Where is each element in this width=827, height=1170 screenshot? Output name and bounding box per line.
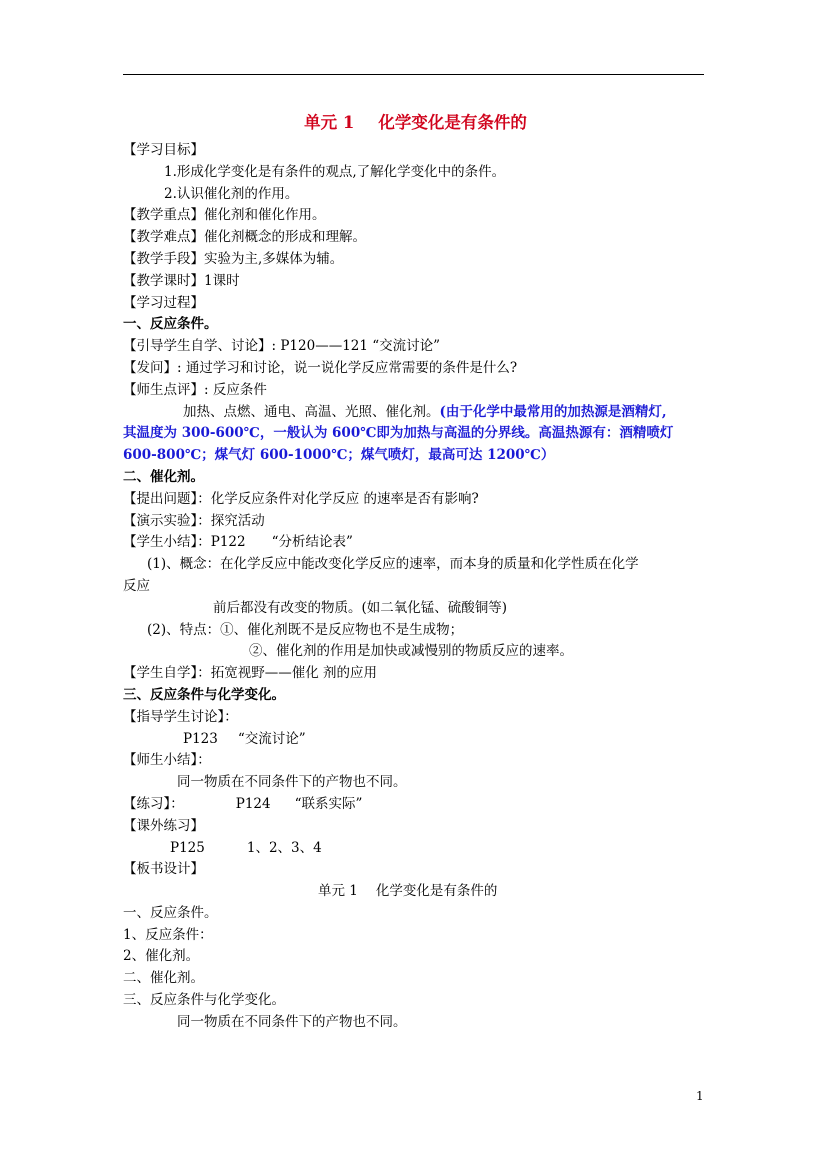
board-title: 单元 1 化学变化是有条件的 <box>318 883 498 900</box>
text-line: ②、催化剂的作用是加快或减慢别的物质反应的速率。 <box>249 643 573 660</box>
goal-item: 1.形成化学变化是有条件的观点,了解化学变化中的条件。 <box>164 163 506 180</box>
text-line: 【演示实验】：探究活动 <box>123 512 265 529</box>
header-rule <box>123 74 704 75</box>
text-line: 加热、点燃、通电、高温、光照、催化剂。(由于化学中最常用的加热源是酒精灯, <box>183 403 667 420</box>
text-line: 【教学手段】实验为主,多媒体为辅。 <box>123 250 344 267</box>
section-heading: 一、反应条件。 <box>123 316 218 333</box>
page-number: 1 <box>696 1089 704 1103</box>
board-line: 三、反应条件与化学变化。 <box>123 992 285 1009</box>
text-line: 【教学课时】1课时 <box>123 272 240 289</box>
board-line: 一、反应条件。 <box>123 904 218 921</box>
section-label: 【学习过程】 <box>123 294 204 311</box>
section-heading: 三、反应条件与化学变化。 <box>123 686 285 703</box>
text-line: 【发问】: 通过学习和讨论，说一说化学反应常需要的条件是什么? <box>123 359 518 376</box>
board-line: 2、催化剂。 <box>123 948 200 965</box>
highlight-note: 其温度为 300-600℃，一般认为 600℃即为加热与高温的分界线。高温热源有：酒精喷灯 <box>123 425 674 442</box>
text-line: P125 1、2、3、4 <box>170 839 322 856</box>
text-line: 【学生自学】：拓宽视野——催化 剂的应用 <box>123 665 378 682</box>
board-line: 1、反应条件： <box>123 926 213 943</box>
text-line: 【学生小结】：P122 “分析结论表” <box>123 534 353 551</box>
text-line: (2)、特点：①、催化剂既不是反应物也不是生成物； <box>147 621 464 638</box>
section-label: 【学习目标】 <box>123 142 204 158</box>
text-line: 反应 <box>123 577 150 594</box>
section-label: 【课外练习】 <box>123 817 204 834</box>
text-line: 【师生点评】: 反应条件 <box>123 381 267 398</box>
text-line: 【指导学生讨论】： <box>123 708 238 725</box>
text-line: 【教学难点】催化剂概念的形成和理解。 <box>123 229 366 246</box>
goal-item: 2.认识催化剂的作用。 <box>164 185 299 202</box>
page-title <box>123 106 708 140</box>
text-line: 前后都没有改变的物质。(如二氧化锰、硫酸铜等) <box>213 599 508 616</box>
section-heading: 二、催化剂。 <box>123 468 204 485</box>
text-line: 【师生小结】： <box>123 752 211 769</box>
text-line: (1)、概念：在化学反应中能改变化学反应的速率，而本身的质量和化学性质在化学 <box>147 556 639 573</box>
text-line: 【练习】： P124 “联系实际” <box>123 795 363 812</box>
board-line: 同一物质在不同条件下的产物也不同。 <box>177 1013 407 1030</box>
text-line: 【引导学生自学、讨论】: P120——121 “交流讨论” <box>123 338 441 355</box>
text-line: 同一物质在不同条件下的产物也不同。 <box>177 774 407 791</box>
highlight-note: 600-800℃；煤气灯 600-1000℃；煤气喷灯，最高可达 1200℃） <box>123 447 555 464</box>
text-line: P123 “交流讨论” <box>183 730 306 747</box>
highlight-note: (由于化学中最常用的加热源是酒精灯, <box>439 403 667 420</box>
title-unit: 单元 1 <box>304 113 355 132</box>
section-label: 【板书设计】 <box>123 861 204 878</box>
document-body <box>123 106 708 1034</box>
text-line: 【教学重点】催化剂和催化作用。 <box>123 207 326 224</box>
text-line: 【提出问题】：化学反应条件对化学反应 的速率是否有影响? <box>123 490 479 507</box>
board-line: 二、催化剂。 <box>123 970 204 987</box>
title-text: 化学变化是有条件的 <box>378 113 527 132</box>
